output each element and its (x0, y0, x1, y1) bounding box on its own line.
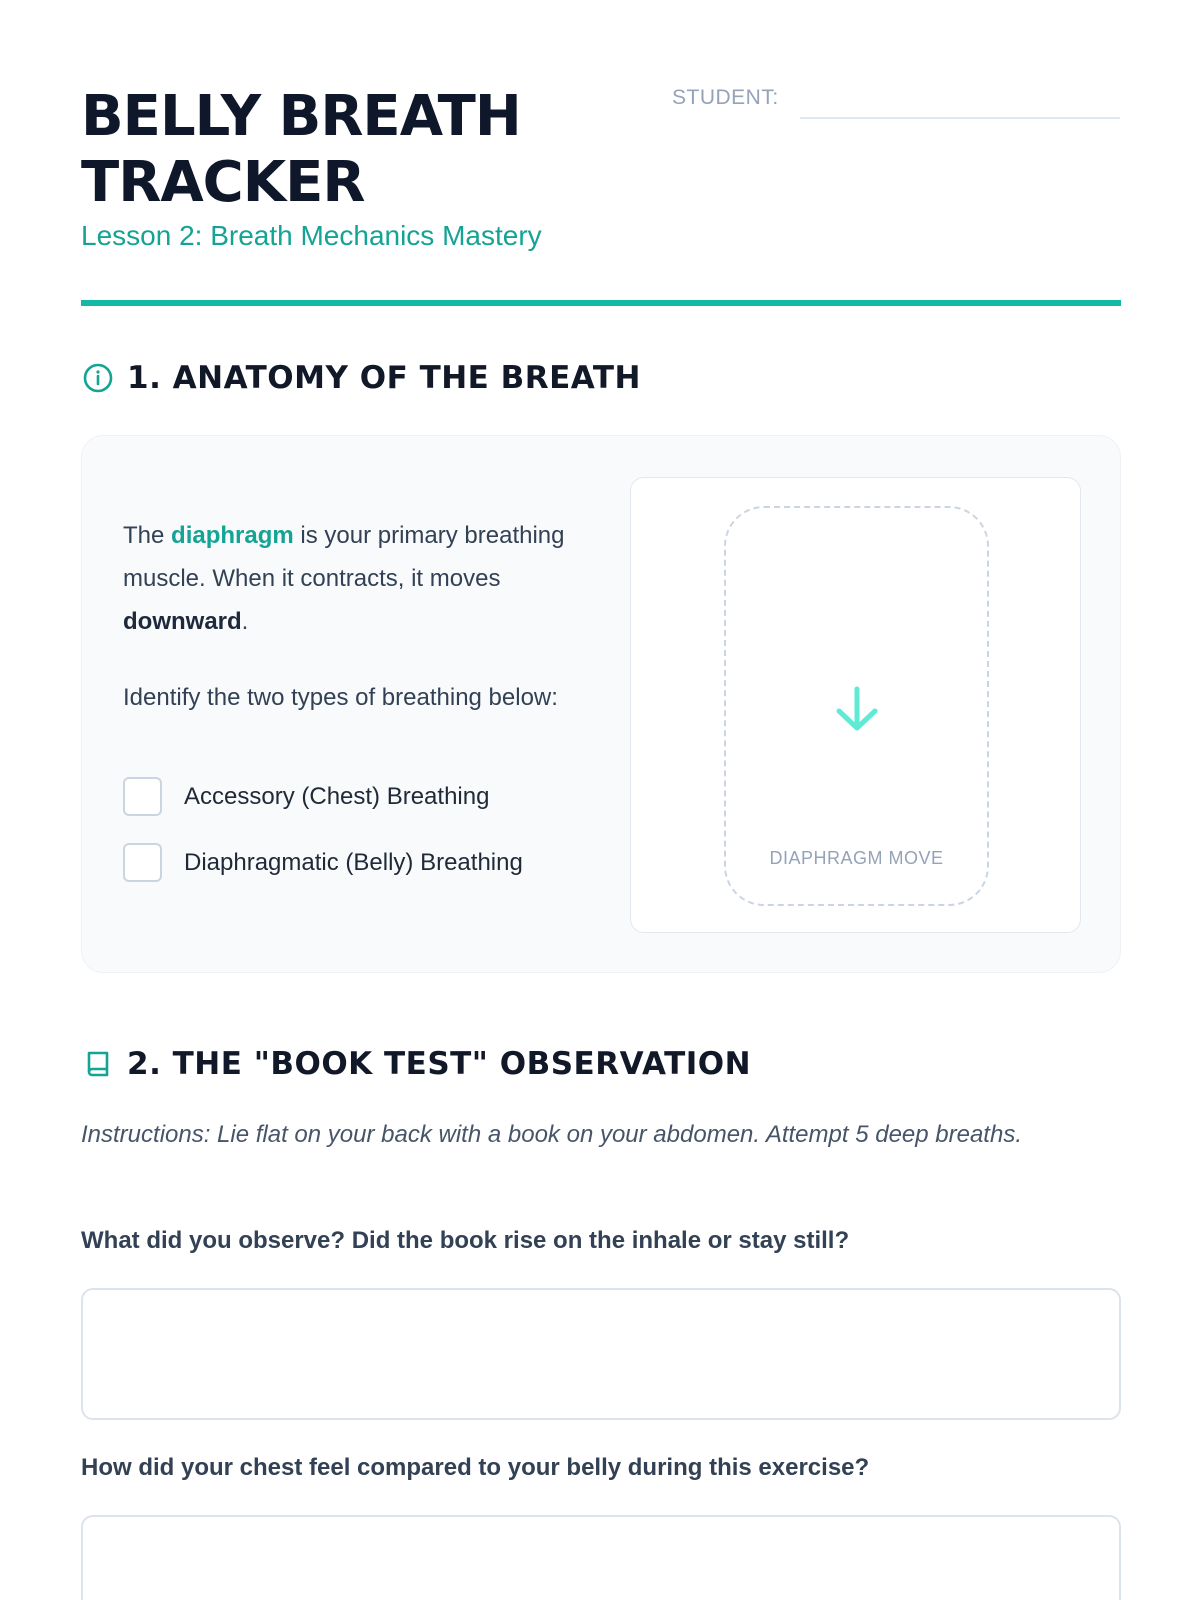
lesson-subtitle: Lesson 2: Breath Mechanics Mastery (81, 220, 542, 251)
anatomy-intro (123, 514, 583, 643)
question-chest-vs-belly: How did your chest feel compared to your belly during this exercise? (81, 1454, 870, 1481)
student-name-line[interactable] (800, 117, 1120, 119)
question-observation: What did you observe? Did the book rise on the inhale or stay still? (81, 1227, 850, 1254)
diaphragm-term: diaphragm (171, 522, 294, 549)
anatomy-panel (81, 435, 1121, 973)
section-1-heading (81, 360, 641, 396)
breathing-types-prompt: Identify the two types of breathing below: (123, 684, 558, 711)
header-divider (81, 300, 1121, 306)
title-line-1: BELLY BREATH (81, 84, 521, 149)
book-test-instructions: Instructions: Lie flat on your back with a book on your abdomen. Attempt 5 deep breaths. (81, 1121, 1022, 1148)
checkbox[interactable] (123, 777, 162, 816)
chest-belly-answer-field[interactable] (81, 1515, 1121, 1600)
book-icon (81, 1047, 115, 1081)
diagram-label: DIAPHRAGM MOVE (769, 848, 944, 868)
student-field (672, 86, 779, 110)
worksheet-title (81, 84, 1121, 216)
section-2-heading (81, 1046, 751, 1082)
diaphragm-diagram (630, 477, 1081, 933)
option-belly-breathing[interactable] (123, 843, 523, 882)
diagram-drop-area (724, 506, 989, 906)
option-chest-breathing[interactable] (123, 777, 489, 816)
option-label: Accessory (Chest) Breathing (184, 782, 490, 810)
arrow-down-icon (829, 681, 885, 742)
section-2-title: 2. THE "BOOK TEST" OBSERVATION (127, 1046, 752, 1082)
info-circle-icon (81, 361, 115, 395)
option-label: Diaphragmatic (Belly) Breathing (184, 848, 523, 876)
title-line-2: TRACKER (81, 150, 365, 215)
downward-term: downward (123, 608, 242, 635)
student-label: STUDENT: (672, 86, 779, 109)
intro-text-start: The (123, 522, 172, 549)
checkbox[interactable] (123, 843, 162, 882)
intro-text-middle: is your primary breathing muscle. When it contracts, it moves (123, 522, 565, 592)
observation-answer-field[interactable] (81, 1288, 1121, 1420)
section-1-title: 1. ANATOMY OF THE BREATH (127, 360, 641, 396)
intro-text-end: . (241, 608, 249, 635)
